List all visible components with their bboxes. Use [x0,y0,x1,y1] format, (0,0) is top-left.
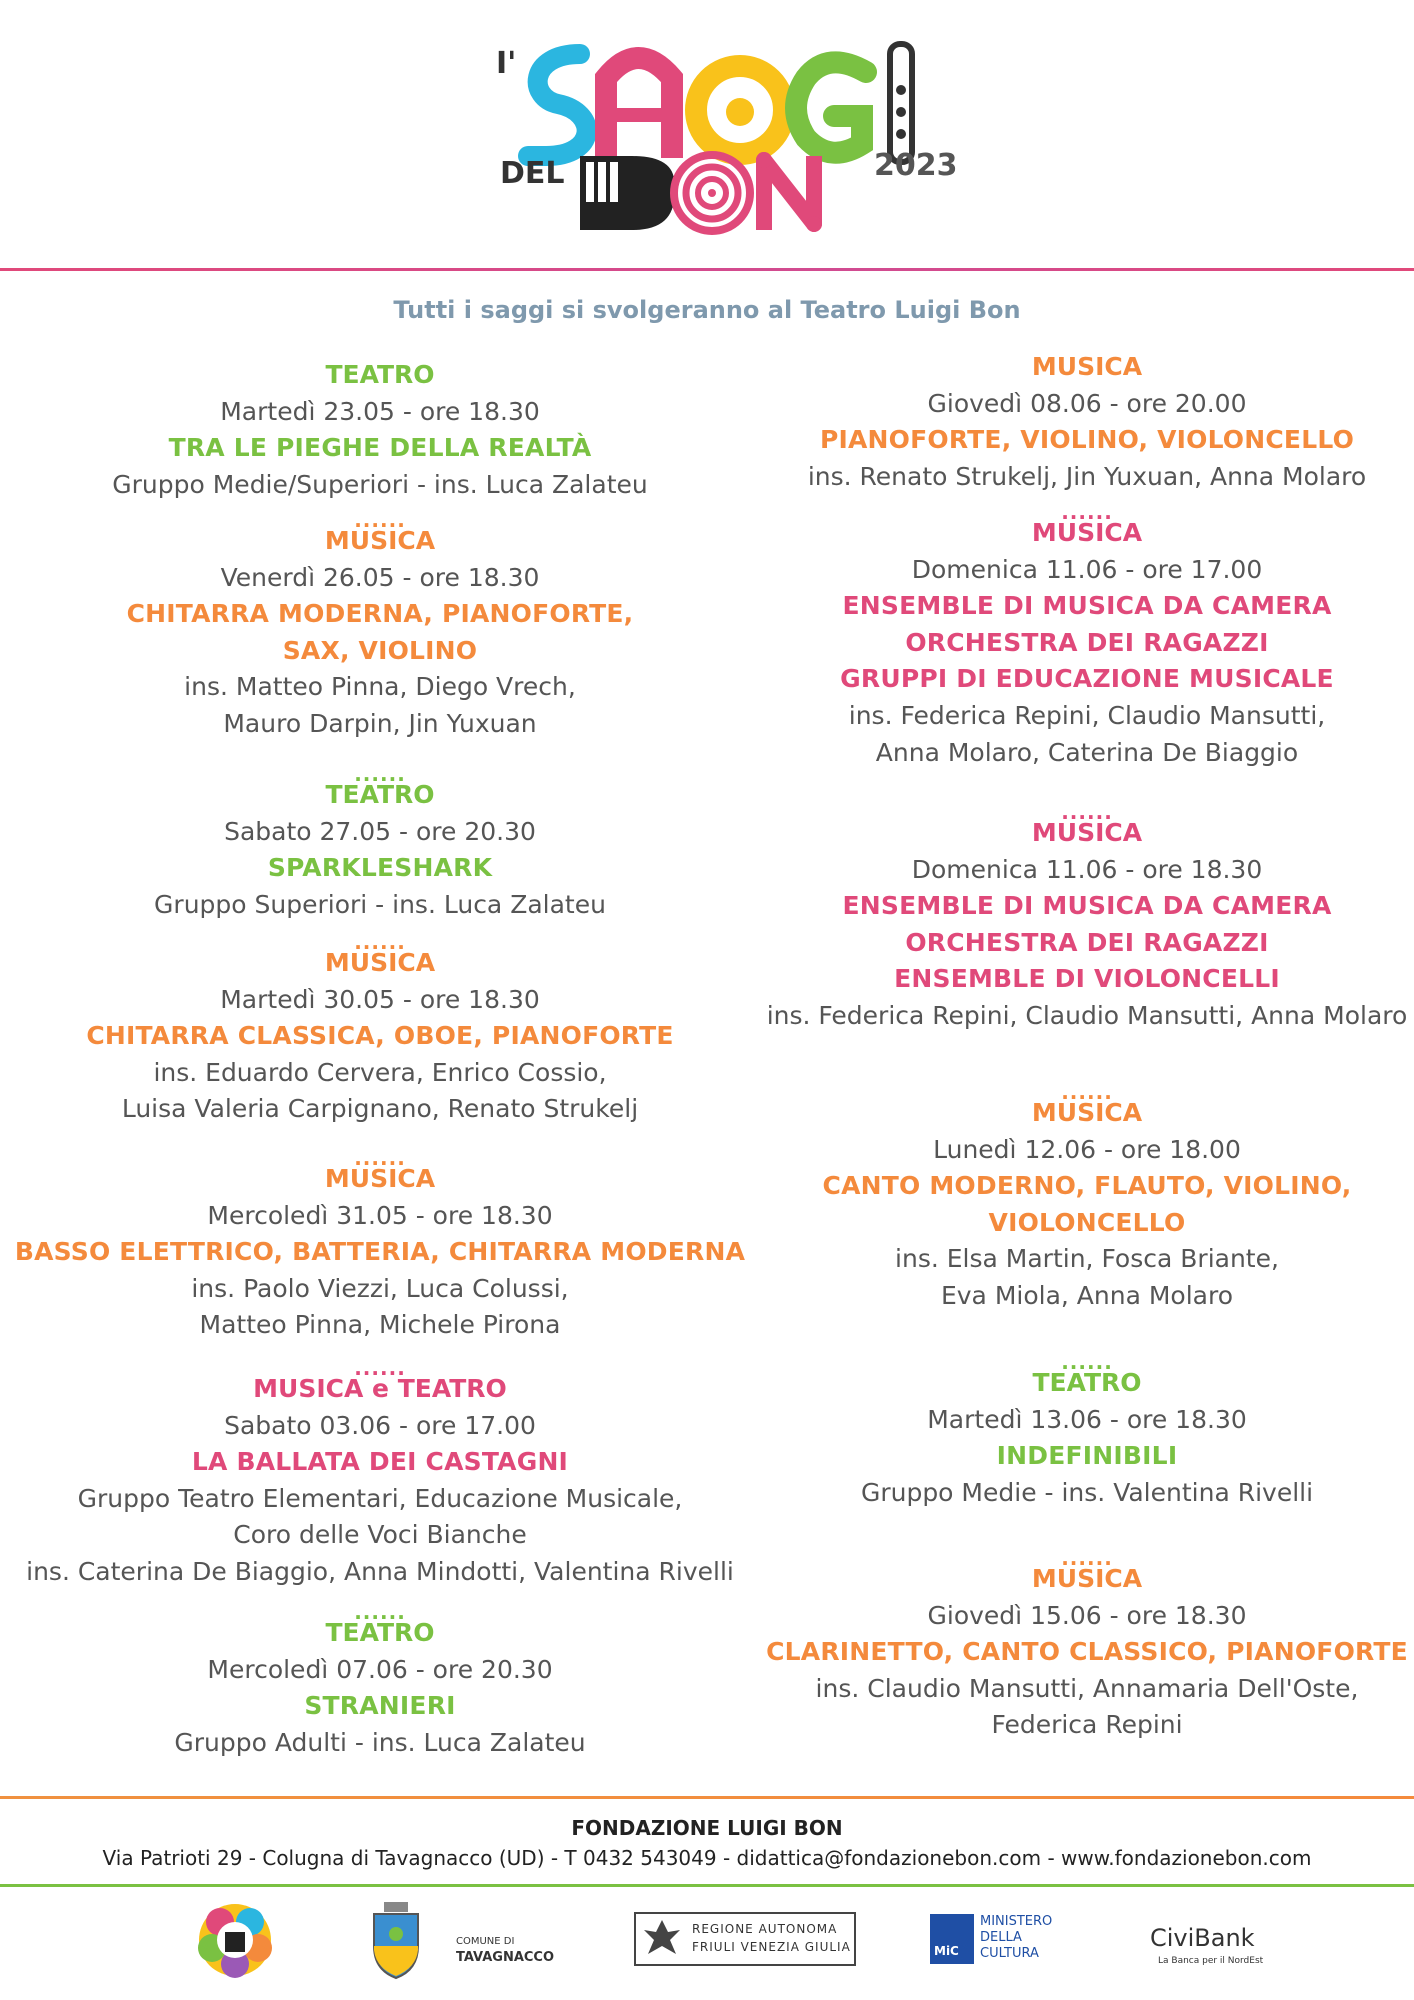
event-title: VIOLONCELLO [988,1207,1186,1237]
event-datetime: Giovedì 08.06 - ore 20.00 [927,388,1247,418]
regione-line2: FRIULI VENEZIA GIULIA [692,1940,851,1954]
event-datetime: Lunedì 12.06 - ore 18.00 [933,1134,1241,1164]
saggi-del-bon-logo [488,38,968,248]
event-title: CANTO MODERNO, FLAUTO, VIOLINO, [822,1171,1352,1201]
event-teachers: Gruppo Medie/Superiori - ins. Luca Zalateu [112,469,648,499]
event-title: STRANIERI [304,1691,456,1721]
event-separator: ...... [354,762,406,786]
event-datetime: Sabato 27.05 - ore 20.30 [224,816,536,846]
event-title: TRA LE PIEGHE DELLA REALTÀ [168,433,592,463]
event-teachers: ins. Caterina De Biaggio, Anna Mindotti, Valentina Rivelli [26,1557,734,1586]
event-teachers: Mauro Darpin, Jin Yuxuan [223,709,537,738]
comune-tavagnacco-logo [366,1900,566,1980]
event-teachers: Gruppo Medie - ins. Valentina Rivelli [860,1477,1314,1507]
comune-line1: COMUNE DI [456,1936,515,1947]
logo-year: 2023 [874,148,958,183]
ministero-line1: MINISTERO [980,1914,1053,1929]
event-title: ENSEMBLE DI VIOLONCELLI [894,964,1280,994]
event-datetime: Giovedì 15.06 - ore 18.30 [927,1600,1247,1630]
footer-organization: FONDAZIONE LUIGI BON [571,1816,843,1840]
event-category: MUSICA [1031,818,1143,847]
civibank-name: CiviBank [1150,1924,1255,1952]
event-title: LA BALLATA DEI CASTAGNI [191,1447,569,1477]
comune-crest-icon [366,1900,426,1980]
event-datetime: Martedì 13.06 - ore 18.30 [927,1404,1247,1434]
event-teachers: ins. Elsa Martin, Fosca Briante, [895,1244,1279,1274]
event-category: TEATRO [325,360,435,389]
event-separator: ...... [354,930,406,954]
event-datetime: Domenica 11.06 - ore 18.30 [911,854,1263,884]
event-title: ORCHESTRA DEI RAGAZZI [905,927,1269,957]
event-teachers: ins. Matteo Pinna, Diego Vrech, [184,672,576,702]
civibank-tagline: La Banca per il NordEst [1158,1956,1264,1966]
footer-divider-top [0,1796,1414,1799]
intro-text: Tutti i saggi si svolgeranno al Teatro Luigi Bon [393,296,1021,324]
event-category: MUSICA e TEATRO [253,1374,507,1403]
event-teachers: ins. Federica Repini, Claudio Mansutti, [848,701,1326,730]
event-category: MUSICA [324,948,436,977]
civibank-logo [1148,1900,1298,1980]
event-teachers: Gruppo Superiori - ins. Luca Zalateu [154,889,606,919]
regione-fvg-logo [634,1900,854,1980]
logo-del: DEL [500,156,565,191]
fondazione-flower-icon [190,1900,280,1980]
event-separator: ...... [354,1356,406,1380]
event-teachers: Luisa Valeria Carpignano, Renato Strukelj [121,1094,639,1124]
event-category: MUSICA [1031,1564,1143,1593]
event-teachers: Matteo Pinna, Michele Pirona [199,1310,561,1340]
event-title: INDEFINIBILI [996,1441,1178,1471]
ministero-line2: DELLA [980,1930,1022,1945]
regione-line1: REGIONE AUTONOMA [692,1922,838,1936]
event-datetime: Martedì 23.05 - ore 18.30 [220,396,540,426]
event-category: MUSICA [1031,518,1143,547]
event-teachers: Gruppo Teatro Elementari, Educazione Musicale, [77,1483,683,1513]
event-teachers: ins. Renato Strukelj, Jin Yuxuan, Anna Molaro [807,461,1367,491]
event-teachers: ins. Eduardo Cervera, Enrico Cossio, [153,1057,607,1087]
event-teachers: Anna Molaro, Caterina De Biaggio [875,737,1299,767]
event-title: GRUPPI DI EDUCAZIONE MUSICALE [840,664,1334,694]
event-title: ENSEMBLE DI MUSICA DA CAMERA [842,591,1332,621]
event-title: CHITARRA MODERNA, PIANOFORTE, [126,599,634,629]
footer-address: Via Patrioti 29 - Colugna di Tavagnacco (UD) - T 0432 543049 - didattica@fondazionebon.com - www.fondazionebon.com [102,1846,1312,1870]
event-title: PIANOFORTE, VIOLINO, VIOLONCELLO [819,425,1355,455]
event-datetime: Venerdì 26.05 - ore 18.30 [220,562,540,592]
event-title: BASSO ELETTRICO, BATTERIA, CHITARRA MODERNA [14,1237,746,1267]
event-teachers: ins. Claudio Mansutti, Annamaria Dell'Oste, [815,1673,1359,1703]
logo-apostrophe-i: I' [496,46,517,81]
event-datetime: Mercoledì 31.05 - ore 18.30 [207,1200,553,1230]
comune-line2: TAVAGNACCO [456,1950,555,1965]
event-title: CHITARRA CLASSICA, OBOE, PIANOFORTE [86,1021,674,1051]
mic-label: MiC [934,1944,959,1958]
event-category: MUSICA [324,1164,436,1193]
event-category: MUSICA [1031,352,1143,381]
event-category: TEATRO [325,780,435,809]
event-title: SAX, VIOLINO [282,635,478,665]
event-title: CLARINETTO, CANTO CLASSICO, PIANOFORTE [766,1637,1408,1667]
event-category: TEATRO [325,1618,435,1647]
event-category: TEATRO [1032,1368,1142,1397]
event-title: ORCHESTRA DEI RAGAZZI [905,627,1269,657]
event-title: ENSEMBLE DI MUSICA DA CAMERA [842,891,1332,921]
event-category: MUSICA [1031,1098,1143,1127]
event-separator: ...... [1061,500,1113,524]
event-category: MUSICA [324,526,436,555]
event-separator: ...... [1061,1080,1113,1104]
fondazione-logo [190,1900,280,1980]
event-teachers: ins. Federica Repini, Claudio Mansutti, Anna Molaro [766,1001,1408,1030]
event-separator: ...... [354,1600,406,1624]
event-separator: ...... [354,1146,406,1170]
event-title: SPARKLESHARK [267,853,493,883]
event-separator: ...... [354,508,406,532]
ministero-line3: CULTURA [980,1946,1039,1961]
event-teachers: Federica Repini [991,1710,1183,1740]
event-datetime: Domenica 11.06 - ore 17.00 [911,554,1263,584]
event-datetime: Mercoledì 07.06 - ore 20.30 [207,1654,553,1684]
event-teachers: Gruppo Adulti - ins. Luca Zalateu [174,1727,586,1757]
event-separator: ...... [1061,800,1113,824]
event-teachers: Eva Miola, Anna Molaro [940,1281,1234,1310]
ministero-cultura-logo [930,1900,1080,1980]
regione-eagle-icon [640,1916,684,1960]
event-datetime: Martedì 30.05 - ore 18.30 [220,984,540,1014]
top-divider [0,268,1414,271]
event-datetime: Sabato 03.06 - ore 17.00 [224,1410,536,1440]
footer-divider-bottom [0,1884,1414,1887]
event-separator: ...... [1061,1546,1113,1570]
event-teachers: ins. Paolo Viezzi, Luca Colussi, [191,1273,569,1303]
event-teachers: Coro delle Voci Bianche [233,1520,527,1550]
logo-graphic [488,38,968,248]
event-separator: ...... [1061,1350,1113,1374]
